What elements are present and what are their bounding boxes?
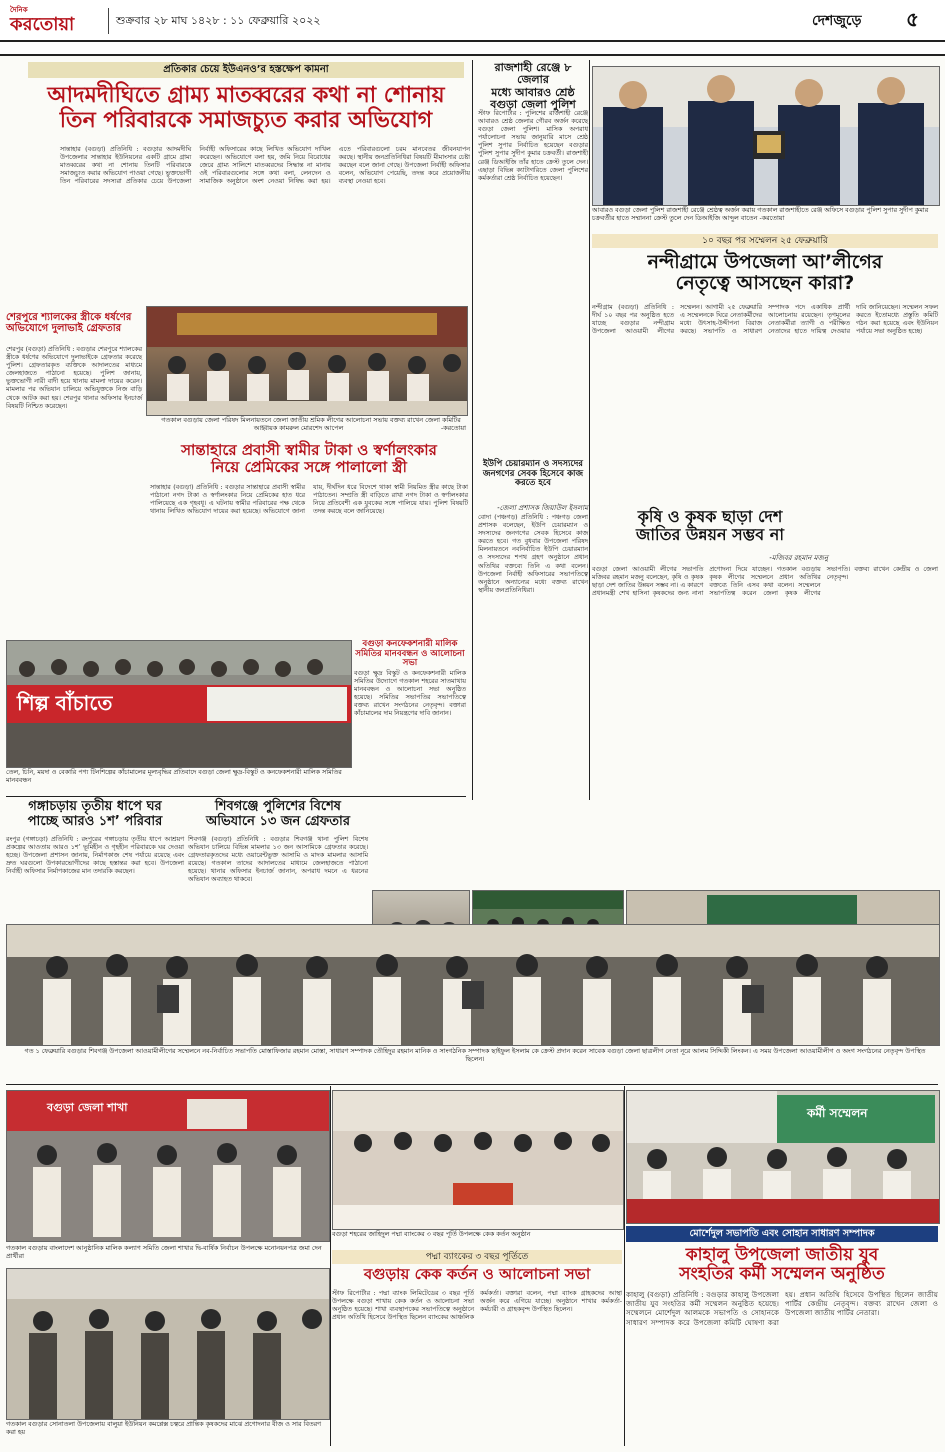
conference-illustration (7, 925, 939, 1045)
photo-farmers-incentive (6, 1268, 330, 1420)
photo-police-award (592, 66, 940, 206)
a9-kicker: ১০ বছর পর সম্মেলন ২৫ ফেব্রুয়ারি (592, 234, 938, 248)
column-rule-2 (589, 60, 590, 800)
column-rule-3 (330, 1086, 331, 1446)
a7-headline-line3: বগুড়া জেলা পুলিশ (490, 97, 576, 111)
column-rule-4 (624, 1086, 625, 1446)
farmers-incentive-illustration (7, 1269, 329, 1419)
section-name: দেশজুড়ে (812, 13, 862, 29)
a7-body: স্টাফ রিপোর্টার : পুলিশের রাজশাহী রেঞ্জে আবারও শ্রেষ্ঠ জেলার গৌরব অর্জন করেছে বগুড়া জেলা পুলিশ। মাসিক অপরাধ পর্যালোচনা সভায় জানুয়ারি মাসে শ্রেষ্ঠ পুলিশ সুপার নির্বাচিত হয়েছেন বগুড়ার পুলিশ সুপার সুদীপ কুমার চক্রবর্তী। রাজশাহী রেঞ্জ ডিআইজি তাঁর হাতে ক্রেস্ট তুলে দেন। এছাড়া বিভিন্ন ক্যাটাগরিতে জেলা পুলিশের কর্মকর্তারা শ্রেষ্ঠ নির্বাচিত হয়েছেন। (478, 110, 588, 182)
a9-headline-line1: নন্দীগ্রামে উপজেলা আ’লীগের (647, 251, 883, 273)
a5-headline-line2: পাচ্ছে আরও ১শ’ পরিবার (27, 813, 163, 829)
a1-headline-line1: আদমদীঘিতে গ্রাম্য মাতব্বরের কথা না শোনায় (47, 83, 445, 108)
page-number: ৫ (906, 7, 919, 31)
a7-headline-line2: মধ্যে আবারও শ্রেষ্ঠ (491, 85, 575, 99)
a10-headline-line1: কৃষি ও কৃষক ছাড়া দেশ (637, 507, 783, 526)
a9-body: নন্দীগ্রাম (বগুড়া) প্রতিনিধি : দীর্ঘ ১০ বছর পর অনুষ্ঠিত হতে যাচ্ছে বগুড়ার নন্দীগ্রাম উপজেলা আওয়ামী লীগের সম্মেলন। আগামী ২৫ ফেব্রুয়ারি এ সম্মেলনকে ঘিরে নেতাকর্মীদের মধ্যে উৎসাহ-উদ্দীপনা বিরাজ করছে। সভাপতি ও সাধারণ সম্পাদক পদে একাধিক প্রার্থী আলোচনায় রয়েছেন। তৃণমূলের নেতাকর্মীরা ত্যাগী ও পরীক্ষিত নেতাদের হাতে দায়িত্ব দেওয়ার দাবি জানিয়েছেন। সম্মেলন সফল করতে ইতোমধ্যে প্রস্তুতি কমিটি গঠন করা হয়েছে এবং ইউনিয়ন পর্যায়ে সভা অনুষ্ঠিত হচ্ছে। (592, 304, 938, 336)
a10-byline: -মজিবর রহমান মজনু (769, 554, 828, 562)
banner-photo-caption: তেল, চিনি, ময়দা ও বেকারি পণ্য টিনশিল্পের কাঁচামালের মূল্যবৃদ্ধির প্রতিবাদে বগুড়া জেলা ক্ষুদ্র-বিস্কুট ও কনফেকশনারী মালিক সমিতির মানববন্ধন (6, 768, 342, 785)
a12-headline (626, 1246, 938, 1284)
kahalu-banner-text: কর্মী সম্মেলন (807, 1106, 868, 1120)
meeting-illustration (147, 307, 467, 415)
logo-text: করতোয়া (10, 14, 75, 35)
section-rule-1 (6, 796, 466, 797)
a8-body: বোদা (পঞ্চগড়) প্রতিনিধি : পঞ্চগড় জেলা প্রশাসক বলেছেন, ইউপি চেয়ারম্যান ও সদস্যদের জনগণের সেবক হিসেবে কাজ করতে হবে। গত বুধবার উপজেলা পরিষদ মিলনায়তনে নবনির্বাচিত ইউপি চেয়ারম্যান ও সদস্যদের শপথ গ্রহণ অনুষ্ঠানে প্রধান অতিথির বক্তব্যে তিনি এ কথা বলেন। উপজেলা নির্বাহী অফিসারের সভাপতিত্বে অনুষ্ঠানে অন্যান্যের মধ্যে বক্তব্য রাখেন স্থানীয় জনপ্রতিনিধিরা। (478, 514, 588, 594)
a7-headline (478, 62, 588, 111)
a9-headline-line2: নেতৃত্বে আসছেন কারা? (675, 272, 855, 295)
owners-caption: গতকাল বগুড়ায় বাংলাদেশ আনুষ্ঠানিক মালিক কল্যাণ সমিতি জেলা শাখার দ্বি-বার্ষিক নির্বাচন উপলক্ষে মনোনয়নপত্র জমা দেন প্রার্থীরা (6, 1244, 322, 1261)
a3-body: সান্তাহার (বগুড়া) প্রতিনিধি : বগুড়ার সান্তাহারে প্রবাসী স্বামীর পাঠানো নগদ টাকা ও স্বর্ণালংকার নিয়ে প্রেমিকের হাত ধরে পালিয়েছে এক গৃহবধূ। এ ঘটনায় স্বামীর পরিবারের পক্ষ থেকে থানায় লিখিত অভিযোগ দায়ের করা হয়েছে। অভিযোগে জানা যায়, দীর্ঘদিন ধরে বিদেশে থাকা স্বামী নিয়মিত স্ত্রীর কাছে টাকা পাঠাতেন। সম্প্রতি স্ত্রী বাড়িতে রাখা নগদ টাকা ও স্বর্ণালংকার নিয়ে প্রতিবেশী এক যুবকের সঙ্গে পালিয়ে যায়। পুলিশ বিষয়টি তদন্ত করছে বলে জানিয়েছে। (150, 484, 468, 516)
masthead-rule (0, 40, 945, 42)
a6-headline (188, 800, 368, 829)
wide-photo-caption: গত ১ ফেব্রুয়ারি বগুড়ার শিবগঞ্জ উপজেলা আওয়ামীলীগের সম্মেলনে নব-নির্বাচিত সভাপতি মোস্তাফিজার রহমান মোস্তা, সাধারণ সম্পাদক তৌহিদুর রহমান মানিক ও সাংগঠনিক সম্পাদক ছাইফুল ইসলাম কে ক্রেস্ট প্রদান করেন সাবেক বগুড়া জেলা ছাত্রলীগ নেতা নূরে আলম সিদ্দিকী লিংকন। এ সময় উপজেলা আওয়ামীলীগ ও অংগ সংগঠনের নেতৃবৃন্দ উপস্থিত ছিলেন। (24, 1047, 926, 1064)
farmers-caption: গতকাল বগুড়ার সোনাতলা উপজেলায় বালুয়া ইউনিয়ন কমপ্লেক্স চত্বরে প্রান্তিক কৃষকদের মাঝে প্রণোদনার বীজ ও সার বিতরণ করা হয় (6, 1420, 322, 1437)
a2-headline: শেরপুরে শ্যালকের স্ত্রীকে ধর্ষণের অভিযোগে দুলাভাই গ্রেফতার (6, 312, 132, 335)
a10-headline (592, 508, 828, 544)
a8-headline: ইউপি চেয়ারম্যান ও সদস্যদের জনগণের সেবক হিসেবে কাজ করতে হবে (482, 459, 584, 489)
photo-padma-bank-cake (332, 1090, 624, 1230)
photo1-credit: -করতোয়া (441, 424, 466, 433)
a1-headline (22, 84, 470, 133)
masthead (0, 0, 945, 56)
police-award-illustration (593, 67, 939, 205)
a1-body: সান্তাহার (বগুড়া) প্রতিনিধি : বগুড়ার আদমদীঘি উপজেলার সান্তাহার ইউনিয়নের একটি গ্রামে গ্রাম্য মাতব্বরের কথা না শোনায় তিনটি পরিবারকে সমাজচ্যুত করার অভিযোগ পাওয়া গেছে। ভুক্তভোগী তিন পরিবারের সদস্যরা প্রতিকার চেয়ে উপজেলা নির্বাহী অফিসারের কাছে লিখিত অভিযোগ দাখিল করেছেন। অভিযোগে বলা হয়, জমি নিয়ে বিরোধের জেরে গ্রাম্য সালিশে মাতব্বরদের সিদ্ধান্ত না মানায় ওই পরিবারগুলোর সঙ্গে কথা বলা, লেনদেন ও সামাজিক অনুষ্ঠানে অংশ নেওয়া নিষিদ্ধ করা হয়। এতে পরিবারগুলো চরম মানবেতর জীবনযাপন করছে। স্থানীয় জনপ্রতিনিধিরা বিষয়টি মীমাংসার চেষ্টা করছেন বলে জানা গেছে। উপজেলা নির্বাহী অফিসার বলেন, অভিযোগ পেয়েছি, তদন্ত করে প্রয়োজনীয় ব্যবস্থা নেওয়া হবে। (60, 146, 470, 186)
a6-body: শিবগঞ্জ (বগুড়া) প্রতিনিধি : বগুড়ার শিবগঞ্জ থানা পুলিশ বিশেষ অভিযান চালিয়ে বিভিন্ন মামলার ১৩ জন আসামিকে গ্রেফতার করেছে। গ্রেফতারকৃতদের মধ্যে ওয়ারেন্টভুক্ত আসামি ও মাদক মামলার আসামি রয়েছে। গতকাল তাদের আদালতের মাধ্যমে জেলহাজতে পাঠানো হয়েছে। থানার অফিসার ইনচার্জ জানান, অপরাধ দমনে এ ধরনের অভিযান অব্যাহত থাকবে। (188, 836, 368, 884)
a1-headline-line2: তিন পরিবারকে সমাজচ্যুত করার অভিযোগ (59, 107, 433, 133)
photo-labour-league-meeting (146, 306, 468, 416)
photo2-credit: -করতোয়া (759, 214, 785, 223)
a6-headline-line2: অভিযানে ১৩ জন গ্রেফতার (206, 813, 350, 829)
banner-text: শিল্প বাঁচাতে (17, 691, 113, 715)
a10-body: বগুড়া জেলা আওয়ামী লীগের সভাপতি মজিবর রহমান মজনু বলেছেন, কৃষি ও কৃষক ছাড়া দেশ জাতির উন্নয়ন সম্ভব না। এ কারণে প্রধানমন্ত্রী শেখ হাসিনা কৃষকদের জন্য নানা প্রণোদনা দিয়ে যাচ্ছেন। গতকাল বগুড়ায় কৃষক লীগের সম্মেলনে প্রধান অতিথির বক্তব্যে তিনি এসব কথা বলেন। সম্মেলনে সভাপতিত্ব করেন জেলা কৃষক লীগের সভাপতি। বক্তব্য রাখেন কেন্দ্রীয় ও জেলা নেতৃবৃন্দ। (592, 566, 938, 598)
a4-headline: বগুড়া কনফেকশনারী মালিক সমিতির মানববন্ধন ও আলোচনা সভা (355, 639, 465, 669)
owners-banner-text: বগুড়া জেলা শাখা (47, 1101, 128, 1114)
kahalu-conference-illustration (627, 1091, 939, 1223)
a10-headline-line2: জাতির উন্নয়ন সম্ভব না (636, 524, 784, 544)
a12-headline-line1: কাহালু উপজেলা জাতীয় যুব (685, 1245, 879, 1265)
photo-kahalu-conference (626, 1090, 940, 1224)
a5-body: রংপুর (গঙ্গাচড়া) প্রতিনিধি : রংপুরের গঙ্গাচড়ায় তৃতীয় ধাপে আশ্রয়ণ প্রকল্পের আওতায় আরও ১শ’ ভূমিহীন ও গৃহহীন পরিবারকে ঘর দেওয়া হচ্ছে। উপজেলা প্রশাসন জানায়, নির্মাণকাজ শেষ পর্যায়ে রয়েছে এবং দ্রুত ঘরগুলো উপকারভোগীদের কাছে হস্তান্তর করা হবে। উপজেলা নির্বাহী অফিসার নির্মাণকাজের মান তদারকি করছেন। (6, 836, 184, 876)
photo-human-chain (6, 640, 352, 768)
a11-body: স্টাফ রিপোর্টার : পদ্মা ব্যাংক লিমিটেডের ৩ বছর পূর্তি উপলক্ষে বগুড়া শাখায় কেক কর্তন ও আলোচনা সভা অনুষ্ঠিত হয়েছে। শাখা ব্যবস্থাপকের সভাপতিত্বে অনুষ্ঠানে প্রধান অতিথি হিসেবে উপস্থিত ছিলেন ব্যাংকের আঞ্চলিক কর্মকর্তা। বক্তারা বলেন, পদ্মা ব্যাংক গ্রাহকদের আস্থা অর্জন করে এগিয়ে যাচ্ছে। অনুষ্ঠানে শাখার কর্মকর্তা-কর্মচারী ও গ্রাহকবৃন্দ উপস্থিত ছিলেন। (332, 1290, 622, 1322)
photo1-caption (156, 416, 466, 438)
padma-bank-illustration (333, 1091, 623, 1229)
a4-body: বগুড়া ক্ষুদ্র বিস্কুট ও কনফেকশনারী মালিক সমিতির উদ্যোগে গতকাল শহরের সাতমাথায় মানববন্ধন ও আলোচনা সভা অনুষ্ঠিত হয়েছে। সমিতির সভাপতির সভাপতিত্বে বক্তব্য রাখেন সংগঠনের নেতৃবৃন্দ। বক্তারা কাঁচামালের দাম নিয়ন্ত্রণের দাবি জানান। (354, 670, 466, 718)
a12-body: কাহালু (বগুড়া) প্রতিনিধি : বগুড়ার কাহালু উপজেলা জাতীয় যুব সংহতির কর্মী সম্মেলন অনুষ্ঠিত হয়েছে। সম্মেলনে মোর্শেদুল আলমকে সভাপতি ও সোহানকে সাধারণ সম্পাদক করে উপজেলা কমিটি ঘোষণা করা হয়। প্রধান অতিথি হিসেবে উপস্থিত ছিলেন জাতীয় পার্টির কেন্দ্রীয় নেতৃবৃন্দ। বক্তব্য রাখেন জেলা ও উপজেলা জাতীয় পার্টির নেতারা। (626, 1290, 938, 1327)
photo-owners-association (6, 1090, 330, 1242)
a2-body: শেরপুর (বগুড়া) প্রতিনিধি : বগুড়ার শেরপুরে শ্যালকের স্ত্রীকে ধর্ষণের অভিযোগে দুলাভাইকে গ্রেফতার করেছে পুলিশ। গ্রেফতারকৃত ব্যক্তিকে আদালতের মাধ্যমে জেলহাজতে পাঠানো হয়েছে। পুলিশ জানায়, ভুক্তভোগী নারী বাদী হয়ে থানায় মামলা দায়ের করেন। মামলার পর অভিযান চালিয়ে অভিযুক্তকে নিজ বাড়ি থেকে আটক করা হয়। শেরপুর থানার অফিসার ইনচার্জ বিষয়টি নিশ্চিত করেছেন। (6, 346, 142, 410)
a8-byline: -জেলা প্রশাসক জিয়াউল ইসলাম (497, 504, 588, 512)
a5-headline (6, 800, 184, 829)
padma-photo-caption: বগুড়া শহরের জাহিদুল পদ্মা ব্যাংকের ৩ বছর পূর্তি উপলক্ষে কেক কর্তন অনুষ্ঠান (332, 1230, 531, 1238)
a3-headline (150, 442, 468, 476)
a6-headline-line1: শিবগঞ্জে পুলিশের বিশেষ (215, 799, 341, 814)
logo (10, 4, 106, 34)
masthead-date: শুক্রবার ২৮ মাঘ ১৪২৮ : ১১ ফেব্রুয়ারি ২০২২ (116, 14, 321, 27)
photo-shibganj-conference (6, 924, 940, 1046)
photo2-caption (592, 206, 938, 230)
logo-small-text: দৈনিক (10, 6, 28, 14)
column-rule-1 (472, 60, 473, 800)
a12-kicker: মোর্শেদুল সভাপতি এবং সোহান সাধারণ সম্পাদক (626, 1226, 938, 1242)
section-rule-2 (6, 1084, 938, 1085)
a12-headline-line2: সংহতির কর্মী সম্মেলন অনুষ্ঠিত (679, 1264, 885, 1285)
a5-headline-line1: গঙ্গাচড়ায় তৃতীয় ধাপে ঘর (28, 799, 162, 814)
a3-headline-line1: সান্তাহারে প্রবাসী স্বামীর টাকা ও স্বর্ণালংকার (181, 441, 437, 459)
masthead-divider (108, 8, 109, 34)
a7-headline-line1: রাজশাহী রেঞ্জে ৮ জেলার (494, 61, 572, 87)
photo2-caption-text: আবারও বগুড়া জেলা পুলিশ রাজশাহী রেঞ্জে শ্রেষ্ঠত্ব অর্জন করায় গতকাল রাজশাহীতে রেঞ্জ অফিসে বগুড়ার পুলিশ সুপার সুদীপ কুমার চক্রবর্তীর হাতে সম্মাননা ক্রেস্ট তুলে দেন ডিআইজি আব্দুল বাতেন (592, 206, 929, 223)
a3-headline-line2: নিয়ে প্রেমিকের সঙ্গে পালালো স্ত্রী (211, 457, 407, 476)
a1-kicker: প্রতিকার চেয়ে ইউএনও’র হস্তক্ষেপ কামনা (28, 62, 464, 78)
photo1-caption-text: গতকাল বগুড়ায় জেলা পরিষদ মিলনায়তনে জেলা জাতীয় শ্রমিক লীগের আলোচনা সভায় বক্তব্য রাখেন জেলা কমিটির আহ্বায়ক কামরুল মোরশেদ আপেল (161, 416, 461, 433)
a11-kicker: পদ্মা ব্যাংকের ৩ বছর পূর্তিতে (332, 1250, 622, 1264)
a9-headline (592, 252, 938, 295)
a11-headline: বগুড়ায় কেক কর্তন ও আলোচনা সভা (363, 1265, 591, 1283)
